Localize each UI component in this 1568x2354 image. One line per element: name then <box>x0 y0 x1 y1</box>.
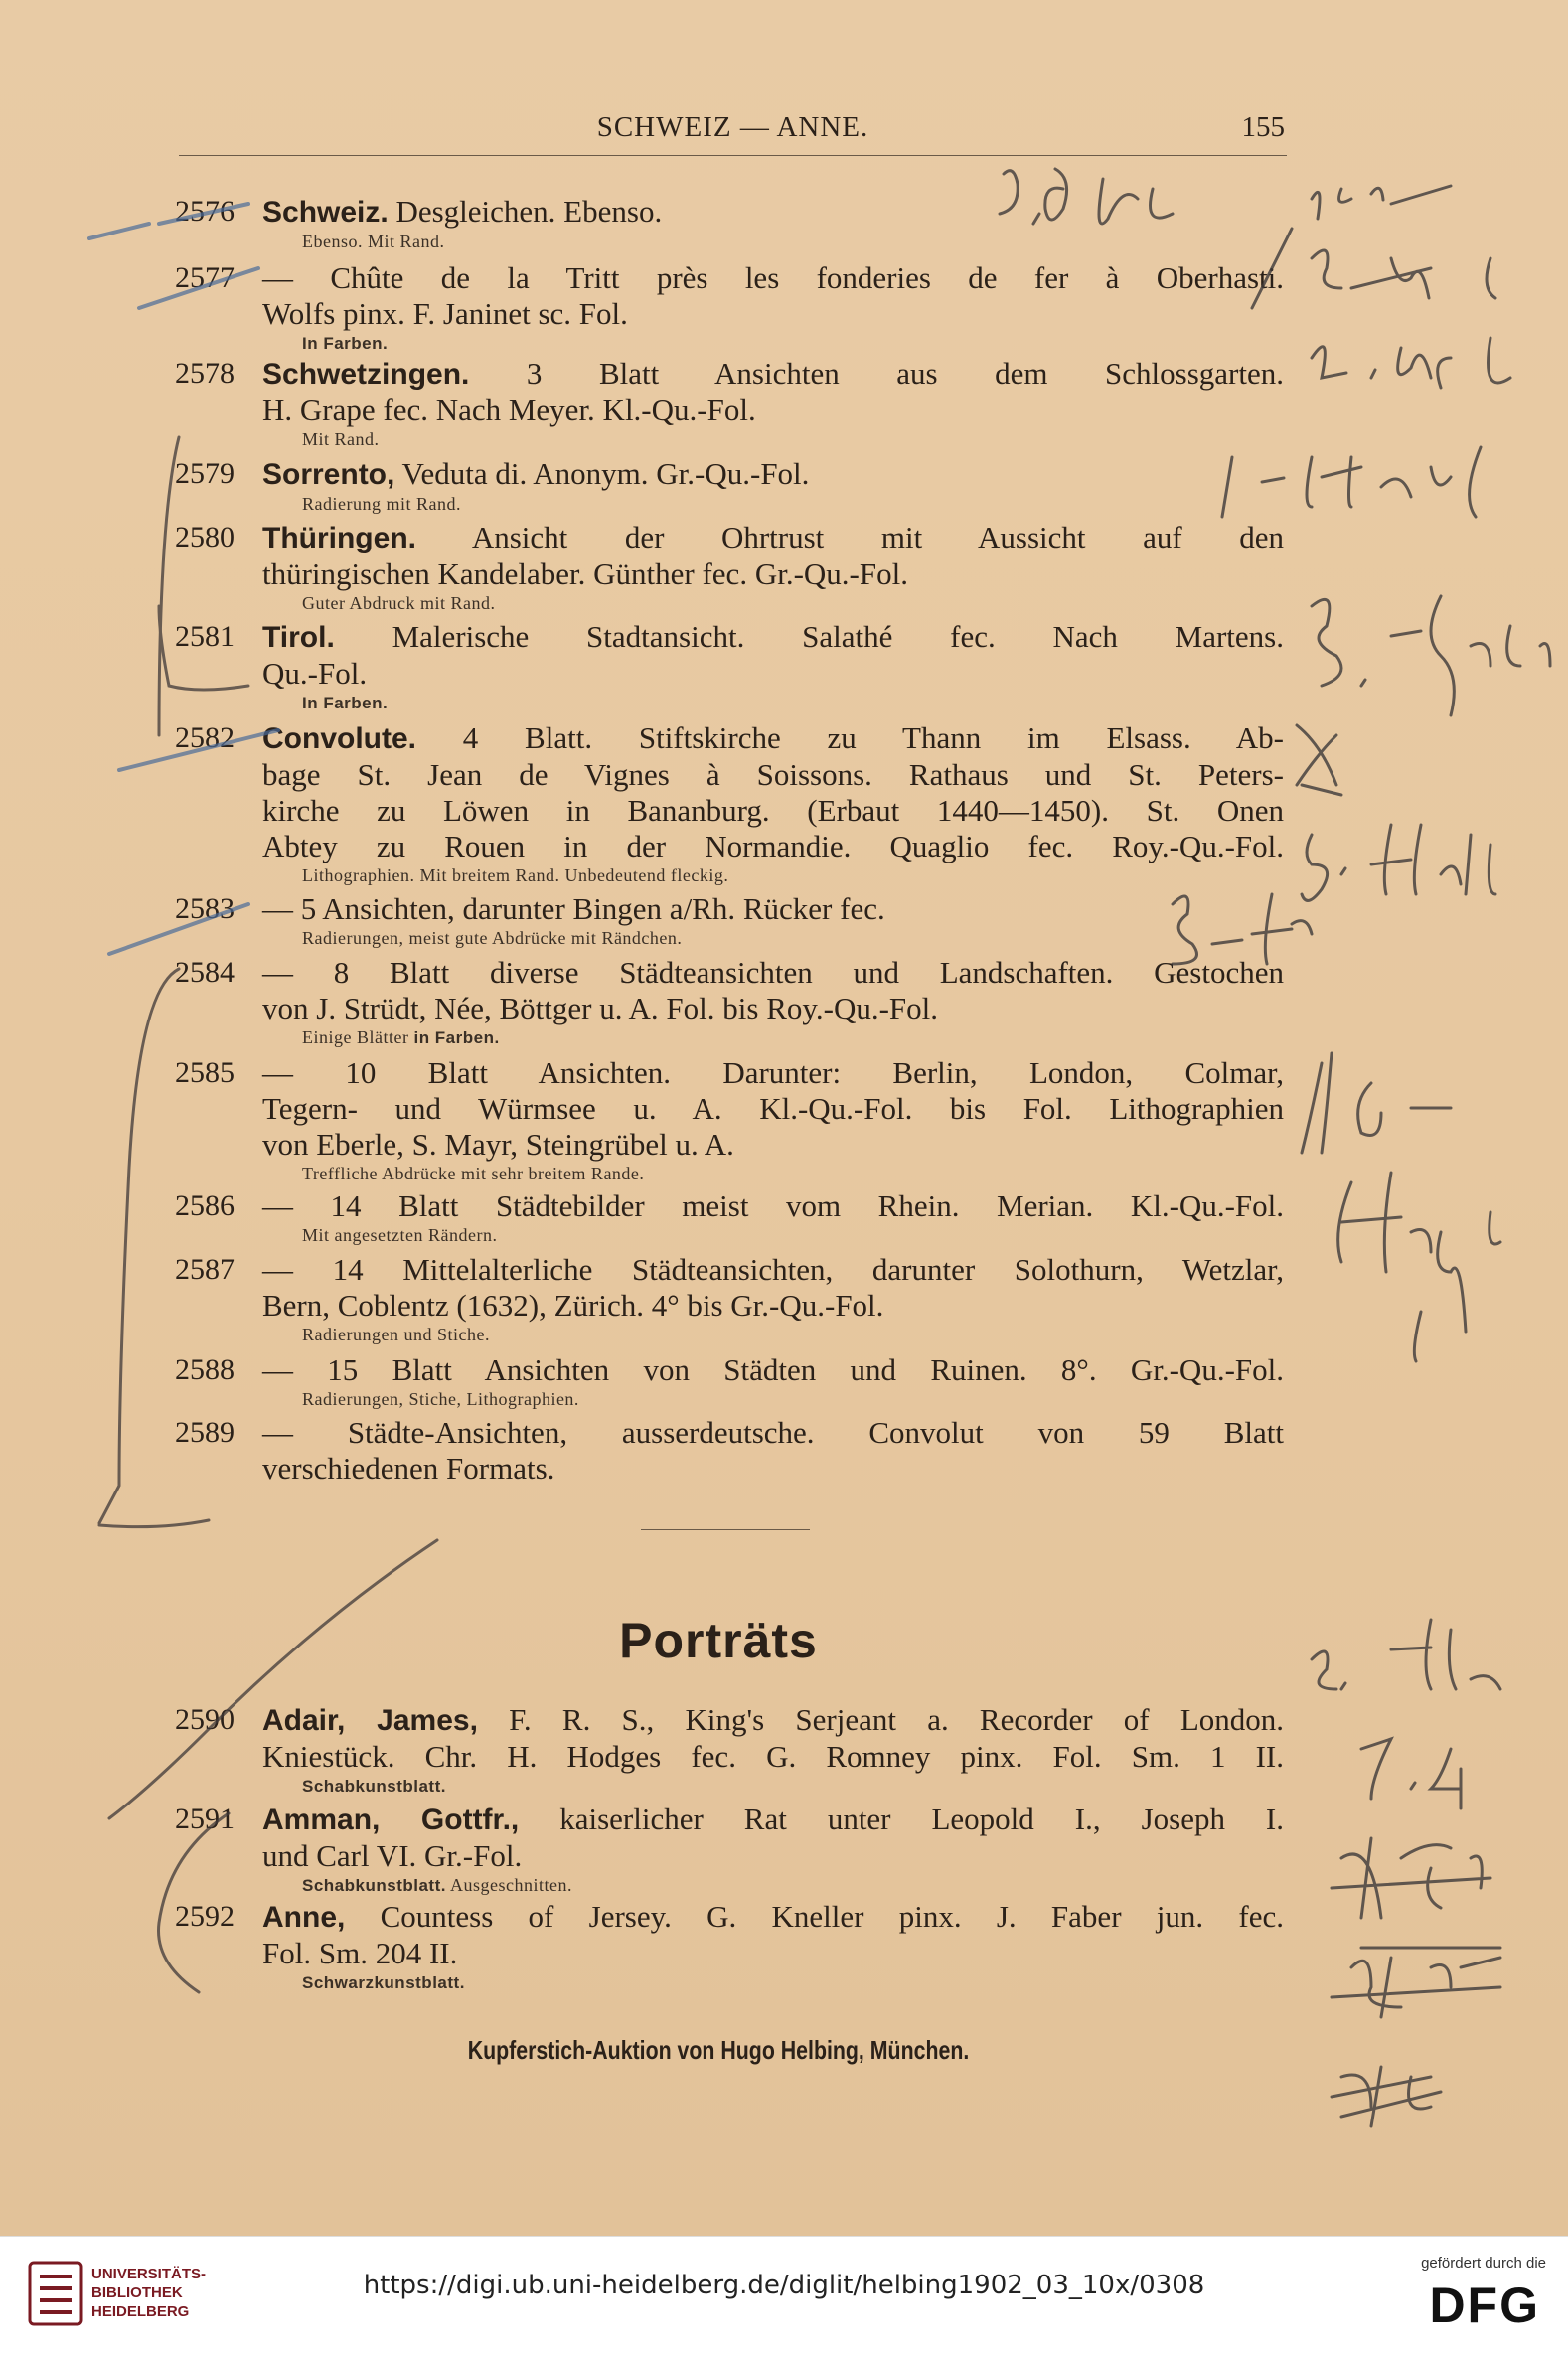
catalog-entry <box>175 1899 1284 1994</box>
catalog-entry <box>175 194 1284 252</box>
lot-text: 3 Blatt Ansichten aus dem Schlossgarten. <box>469 356 1284 391</box>
lot-number: 2579 <box>175 457 235 490</box>
lot-number: 2583 <box>175 892 235 925</box>
lot-note-bold: Schabkunstblatt. <box>302 1876 446 1895</box>
lot-text-line-2: und Carl VI. Gr.-Fol. <box>262 1838 523 1873</box>
lot-text: kaiserlicher Rat unter Leopold I., Joseph I. <box>519 1802 1285 1836</box>
lot-number: 2582 <box>175 721 235 754</box>
lot-name: Sorrento, <box>262 458 395 491</box>
lot-note: Treffliche Abdrücke mit sehr breitem Rande. <box>302 1164 645 1183</box>
lot-number: 2592 <box>175 1900 235 1933</box>
permalink-url[interactable]: https://digi.ub.uni-heidelberg.de/diglit/helbing1902_03_10x/0308 <box>363 2271 1205 2300</box>
lot-note <box>302 1971 1284 1994</box>
lot-text: Countess of Jersey. G. Kneller pinx. J. Faber jun. fec. <box>345 1899 1284 1934</box>
margin-bracket <box>99 1520 209 1527</box>
lot-number: 2588 <box>175 1353 235 1386</box>
catalog-entry <box>175 356 1284 450</box>
catalog-entry <box>175 1352 1284 1410</box>
running-title: SCHWEIZ — ANNE. <box>596 111 869 143</box>
lot-note: Guter Abdruck mit Rand. <box>302 593 496 613</box>
lot-text-line-3: kirche zu Löwen in Bananburg. (Erbaut 1440—1450). St. Onen <box>262 793 1284 828</box>
funding-label: gefördert durch die <box>1421 2255 1546 2272</box>
lot-text-line-2: Tegern- und Würmsee u. A. Kl.-Qu.-Fol. bis Fol. Lithographien <box>262 1091 1284 1126</box>
lot-description <box>262 194 1284 231</box>
annotation-crossed <box>1332 1948 1500 2017</box>
lot-note: Mit Rand. <box>302 429 380 449</box>
lot-text: — 8 Blatt diverse Städteansichten und Landschaften. Gestochen <box>262 955 1284 990</box>
lot-number: 2577 <box>175 261 235 294</box>
lot-note: Mit angesetzten Rändern. <box>302 1225 498 1245</box>
lot-note <box>302 1874 1284 1897</box>
annotation-crossed <box>1332 2067 1441 2126</box>
lot-description <box>262 356 1284 392</box>
lot-text-line-2: thüringischen Kandelaber. Günther fec. Gr.-Qu.-Fol. <box>262 556 908 591</box>
lot-number: 2576 <box>175 195 235 228</box>
annotation-price <box>1312 250 1495 298</box>
lot-note: Radierungen, meist gute Abdrücke mit Rändchen. <box>302 928 683 948</box>
catalog-entry <box>175 1802 1284 1897</box>
lot-number: 2590 <box>175 1703 235 1736</box>
catalog-footer: Kupferstich-Auktion von Hugo Helbing, München. <box>467 2035 970 2065</box>
lot-name: Convolute. <box>262 722 416 755</box>
lot-number: 2586 <box>175 1189 235 1222</box>
section-divider <box>641 1529 810 1530</box>
lot-note-text: Ausgeschnitten. <box>445 1875 572 1895</box>
lot-text: Veduta di. Anonym. Gr.-Qu.-Fol. <box>394 456 810 491</box>
lot-name: Thüringen. <box>262 522 416 554</box>
lot-description <box>262 520 1284 556</box>
catalog-entry <box>175 456 1284 515</box>
page-number: 155 <box>1241 111 1285 143</box>
viewer-footer-bar <box>0 2236 1568 2354</box>
lot-text: — 15 Blatt Ansichten von Städten und Ruinen. 8°. Gr.-Qu.-Fol. <box>262 1352 1284 1387</box>
lot-description <box>262 1702 1284 1739</box>
lot-description <box>262 720 1284 757</box>
catalog-entry <box>175 1415 1284 1487</box>
annotation-price <box>1312 338 1510 388</box>
lot-number: 2578 <box>175 357 235 390</box>
lot-text: — 10 Blatt Ansichten. Darunter: Berlin, London, Colmar, <box>262 1055 1284 1090</box>
catalog-entry <box>175 1702 1284 1798</box>
lot-note: Lithographien. Mit breitem Rand. Unbedeutend fleckig. <box>302 865 729 885</box>
annotation-price <box>1361 1739 1461 1808</box>
lot-text: — 5 Ansichten, darunter Bingen a/Rh. Rücker fec. <box>262 891 885 926</box>
lot-text-line-2: bage St. Jean de Vignes à Soissons. Rathaus und St. Peters- <box>262 757 1284 792</box>
lot-text: Desgleichen. Ebenso. <box>388 194 663 229</box>
lot-name: Adair, James, <box>262 1704 478 1737</box>
university-line: HEIDELBERG <box>91 2303 190 2320</box>
lot-note: Radierungen, Stiche, Lithographien. <box>302 1389 579 1409</box>
lot-text-line-2: Bern, Coblentz (1632), Zürich. 4° bis Gr.-Qu.-Fol. <box>262 1288 884 1323</box>
lot-number: 2580 <box>175 521 235 553</box>
lot-text: Malerische Stadtansicht. Salathé fec. Nach Martens. <box>334 619 1284 654</box>
lot-note: Ebenso. Mit Rand. <box>302 232 445 251</box>
lot-text-line-2: von J. Strüdt, Née, Böttger u. A. Fol. bis Roy.-Qu.-Fol. <box>262 991 939 1025</box>
lot-text: — Chûte de la Tritt près les fonderies de fer à Oberhasti. <box>262 260 1284 295</box>
annotation-mark <box>1297 725 1341 795</box>
lot-text: Ansicht der Ohrtrust mit Aussicht auf den <box>415 520 1284 554</box>
annotation-buyer <box>1312 596 1550 715</box>
catalog-entry <box>175 955 1284 1049</box>
lot-number: 2581 <box>175 620 235 653</box>
margin-bracket <box>99 969 179 1523</box>
lot-number: 2589 <box>175 1416 235 1449</box>
catalog-entry <box>175 1252 1284 1345</box>
catalog-entry <box>175 520 1284 614</box>
annotation-buyer <box>1302 825 1495 900</box>
lot-text: F. R. S., King's Serjeant a. Recorder of London. <box>477 1702 1285 1737</box>
lot-number: 2585 <box>175 1056 235 1089</box>
catalog-entry <box>175 619 1284 714</box>
lot-text: — Städte-Ansichten, ausserdeutsche. Convolut von 59 Blatt <box>262 1415 1284 1450</box>
dfg-logo: DFG <box>1429 2277 1540 2333</box>
lot-text-line-2: H. Grape fec. Nach Meyer. Kl.-Qu.-Fol. <box>262 392 756 427</box>
lot-number: 2584 <box>175 956 235 989</box>
catalog-entry <box>175 1055 1284 1184</box>
lot-note-bold: Schabkunstblatt. <box>302 1777 446 1796</box>
lot-note-bold: in Farben. <box>413 1028 500 1047</box>
lot-note: Radierung mit Rand. <box>302 494 461 514</box>
lot-number: 2591 <box>175 1803 235 1835</box>
university-line: UNIVERSITÄTS- <box>91 2266 207 2282</box>
lot-text-line-2: verschiedenen Formats. <box>262 1451 555 1486</box>
catalog-entry <box>175 891 1284 949</box>
lot-text-line-2: Wolfs pinx. F. Janinet sc. Fol. <box>262 296 628 331</box>
annotation-crossed <box>1312 186 1451 219</box>
lot-text-line-2: Qu.-Fol. <box>262 656 368 691</box>
lot-name: Schwetzingen. <box>262 358 470 391</box>
lot-note <box>302 1775 1284 1798</box>
lot-note-bold: In Farben. <box>302 334 389 353</box>
lot-name: Tirol. <box>262 621 335 654</box>
lot-text: — 14 Mittelalterliche Städteansichten, darunter Solothurn, Wetzlar, <box>262 1252 1284 1287</box>
page-header <box>179 107 1287 156</box>
lot-description <box>262 456 1284 493</box>
lot-name: Anne, <box>262 1901 346 1934</box>
lot-note: Radierungen und Stiche. <box>302 1325 490 1344</box>
annotation-crossed <box>1332 1838 1490 1918</box>
lot-number: 2587 <box>175 1253 235 1286</box>
catalog-entry <box>175 720 1284 886</box>
lot-name: Amman, Gottfr., <box>262 1804 520 1836</box>
university-line: BIBLIOTHEK <box>91 2284 183 2301</box>
lot-note-bold: In Farben. <box>302 694 389 712</box>
catalog-entry <box>175 1188 1284 1246</box>
annotation-buyer <box>1338 1173 1500 1361</box>
lot-text: 4 Blatt. Stiftskirche zu Thann im Elsass. Ab- <box>416 720 1284 755</box>
lot-note-text: Einige Blätter <box>302 1027 414 1047</box>
annotation-price <box>1302 1053 1451 1153</box>
catalog-entry <box>175 260 1284 355</box>
lot-note-bold: Schwarzkunstblatt. <box>302 1973 465 1992</box>
section-heading: Porträts <box>619 1613 818 1668</box>
lot-text-line-3: von Eberle, S. Mayr, Steingrübel u. A. <box>262 1127 734 1162</box>
lot-name: Schweiz. <box>262 196 389 229</box>
lot-description <box>262 619 1284 656</box>
lot-description <box>262 1802 1284 1838</box>
lot-text-line-4: Abtey zu Rouen in der Normandie. Quaglio fec. Roy.-Qu.-Fol. <box>262 829 1284 863</box>
lot-text: — 14 Blatt Städtebilder meist vom Rhein. Merian. Kl.-Qu.-Fol. <box>262 1188 1284 1223</box>
lot-note <box>302 1026 1284 1049</box>
lot-text-line-2: Fol. Sm. 204 II. <box>262 1936 458 1970</box>
lot-note <box>302 332 1284 355</box>
lot-text-line-2: Kniestück. Chr. H. Hodges fec. G. Romney pinx. Fol. Sm. 1 II. <box>262 1739 1284 1774</box>
lot-description <box>262 1899 1284 1936</box>
lot-note <box>302 692 1284 714</box>
